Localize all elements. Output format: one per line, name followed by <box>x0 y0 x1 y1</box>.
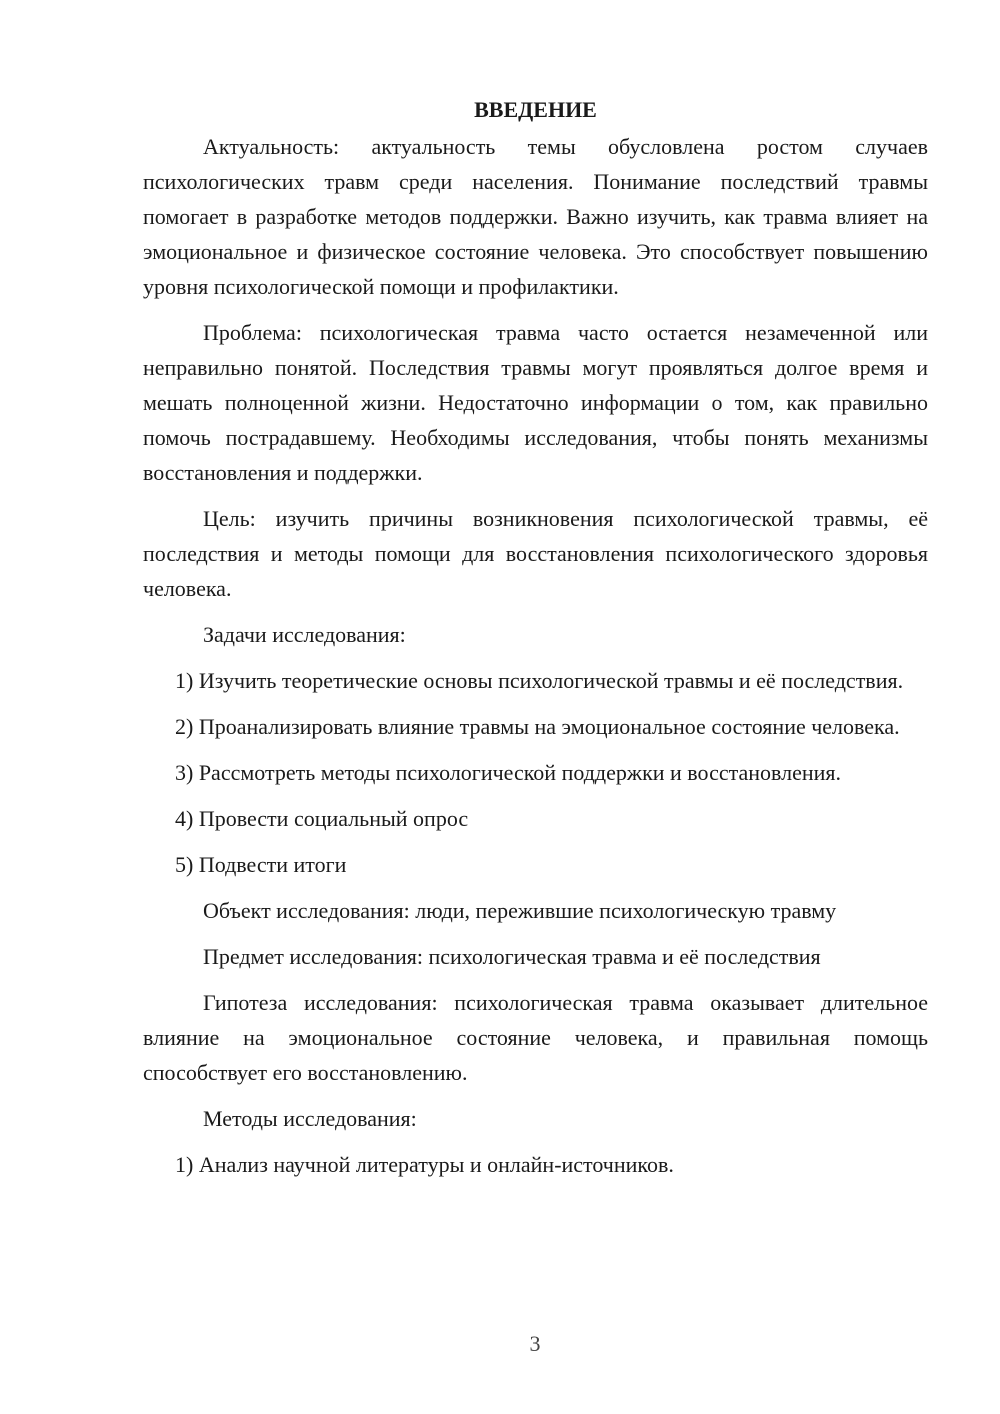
paragraph-problem: Проблема: психологическая травма часто остается незамеченной или неправильно понятой. Последствия травмы могут проявляться долгое время и мешать полноценной жизни. Недостаточно информации о том, как правильно помочь пострадавшему. Необходимы исследования, чтобы понять механизмы восстановления и поддержки. <box>143 320 928 485</box>
paragraph-subject: Предмет исследования: психологическая травма и её последствия <box>203 944 821 969</box>
task-item: 1) Изучить теоретические основы психологической травмы и её последствия. <box>175 668 904 693</box>
task-item: 4) Провести социальный опрос <box>175 806 469 831</box>
tasks-heading: Задачи исследования: <box>203 622 406 647</box>
methods-heading: Методы исследования: <box>203 1106 417 1131</box>
section-title: ВВЕДЕНИЕ <box>474 97 597 122</box>
paragraph-relevance: Актуальность: актуальность темы обусловлена ростом случаев психологических травм среди населения. Понимание последствий травмы помогает в разработке методов поддержки. Важно изучить, как травма влияет на эмоциональное и физическое состояние человека. Это способствует повышению уровня психологической помощи и профилактики. <box>143 134 928 299</box>
page-number: 3 <box>529 1331 541 1356</box>
task-item: 2) Проанализировать влияние травмы на эмоциональное состояние человека. <box>175 714 900 739</box>
task-item: 5) Подвести итоги <box>175 852 347 877</box>
paragraph-goal: Цель: изучить причины возникновения психологической травмы, её последствия и методы помощи для восстановления психологического здоровья человека. <box>143 506 928 601</box>
paragraph-hypothesis: Гипотеза исследования: психологическая травма оказывает длительное влияние на эмоциональное состояние человека, и правильная помощь способствует его восстановлению. <box>143 990 928 1085</box>
task-item: 3) Рассмотреть методы психологической поддержки и восстановления. <box>175 760 842 785</box>
method-item: 1) Анализ научной литературы и онлайн-источников. <box>175 1152 674 1177</box>
paragraph-object: Объект исследования: люди, пережившие психологическую травму <box>203 898 837 923</box>
document-body <box>143 92 928 1193</box>
